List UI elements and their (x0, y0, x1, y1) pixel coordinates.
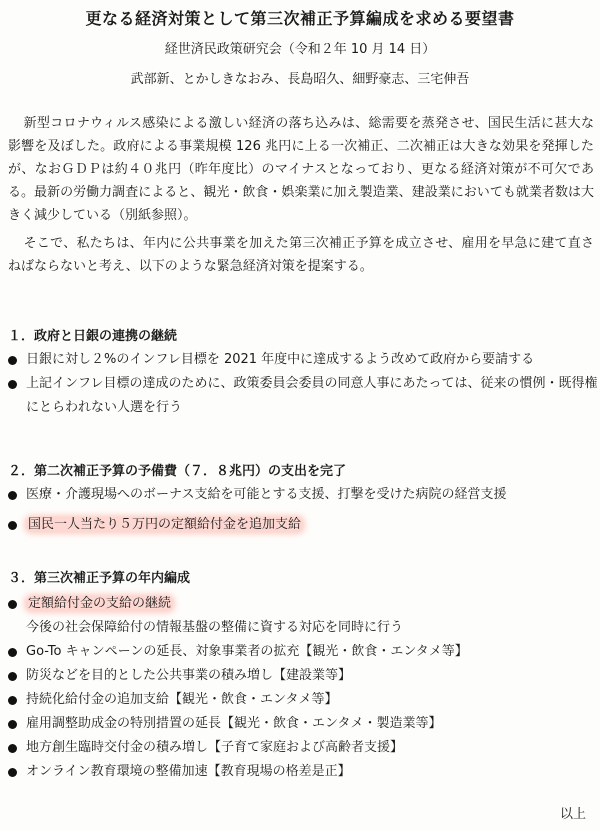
bullet-icon (8, 521, 17, 530)
section-heading-1: １．政府と日銀の連携の継続 (8, 329, 178, 344)
list-item-text: 上記インフレ目標の達成のために、政策委員会委員の同意人事にあたっては、従来の慣例・既得権にとらわれない人選を行う (26, 376, 598, 415)
proposal-paragraph: そこで、私たちは、年内に公共事業を加えた第三次補正予算を成立させ、雇用を早急に建て直さねばならないと考え、以下のような緊急経済対策を提案する。 (8, 236, 594, 274)
list-item-text: Go-To キャンペーンの延長、対象事業者の拡充【観光・飲食・エンタメ等】 (26, 644, 468, 659)
list-item (0, 760, 600, 784)
document-subtitle: 経世済民政策研究会（令和２年 10 月 14 日） (164, 42, 436, 57)
list-item-text: オンライン教育環境の整備加速【教育現場の格差是正】 (26, 764, 351, 779)
section-3-list (0, 592, 600, 784)
list-item (0, 483, 600, 507)
section-1-list (0, 348, 600, 420)
list-item-highlighted (0, 592, 600, 616)
closing-mark: 以上 (559, 807, 586, 822)
bullet-icon (8, 491, 17, 500)
section-heading-3: ３．第三次補正予算の年内編成 (8, 571, 191, 586)
list-item-text: 防災などを目的とした公共事業の積み増し【建設業等】 (26, 668, 352, 683)
list-item (0, 664, 600, 688)
bullet-icon (8, 356, 17, 365)
bullet-icon (8, 696, 17, 705)
list-item-text: 医療・介護現場へのボーナス支給を可能とする支援、打撃を受けた病院の経営支援 (26, 487, 507, 502)
bullet-icon (8, 600, 17, 609)
bullet-icon (8, 672, 17, 681)
section-heading-2: ２．第二次補正予算の予備費（７．８兆円）の支出を完了 (8, 464, 347, 479)
bullet-icon (8, 744, 17, 753)
list-item-text: 日銀に対し２%のインフレ目標を 2021 年度中に達成するよう改めて政府から要請する (26, 352, 535, 367)
bullet-icon (8, 648, 17, 657)
intro-paragraph: 新型コロナウィルス感染による激しい経済の落ち込みは、総需要を蒸発させ、国民生活に甚大な影響を及ぼした。政府による事業規模 126 兆円に上る一次補正、二次補正は大きな効果を発揮したが、なおＧＤＰは約４０兆円（昨年度比）のマイナスとなっており、更なる経済対策が不可欠である。最新の労働力調査によると、観光・飲食・娯楽業に加え製造業、建設業においても就業者数は大きく減少している（別紙参照）。 (8, 116, 595, 223)
bullet-icon (8, 768, 17, 777)
list-item-text: 地方創生臨時交付金の積み増し【子育て家庭および高齢者支援】 (26, 740, 404, 755)
highlighted-text: 定額給付金の支給の継続 (28, 596, 172, 611)
list-item (0, 712, 600, 736)
document-title: 更なる経済対策として第三次補正予算編成を求める要望書 (85, 9, 515, 28)
list-item-text: 持続化給付金の追加支給【観光・飲食・エンタメ等】 (26, 692, 338, 707)
bullet-icon (8, 380, 17, 389)
list-item-highlighted (0, 513, 600, 537)
highlighted-text: 国民一人当たり５万円の定額給付金を追加支給 (28, 517, 302, 532)
list-item (0, 348, 600, 372)
list-item (0, 736, 600, 760)
list-item (0, 372, 600, 420)
list-item-continuation (0, 616, 600, 640)
bullet-icon (8, 720, 17, 729)
list-item-text: 雇用調整助成金の特別措置の延長【観光・飲食・エンタメ・製造業等】 (26, 716, 442, 731)
list-item (0, 688, 600, 712)
list-item-text: 今後の社会保障給付の情報基盤の整備に資する対応を同時に行う (26, 620, 404, 635)
author-list: 武部新、とかしきなおみ、長島昭久、細野豪志、三宅伸吾 (130, 72, 470, 87)
list-item (0, 640, 600, 664)
section-2-list (0, 483, 600, 537)
